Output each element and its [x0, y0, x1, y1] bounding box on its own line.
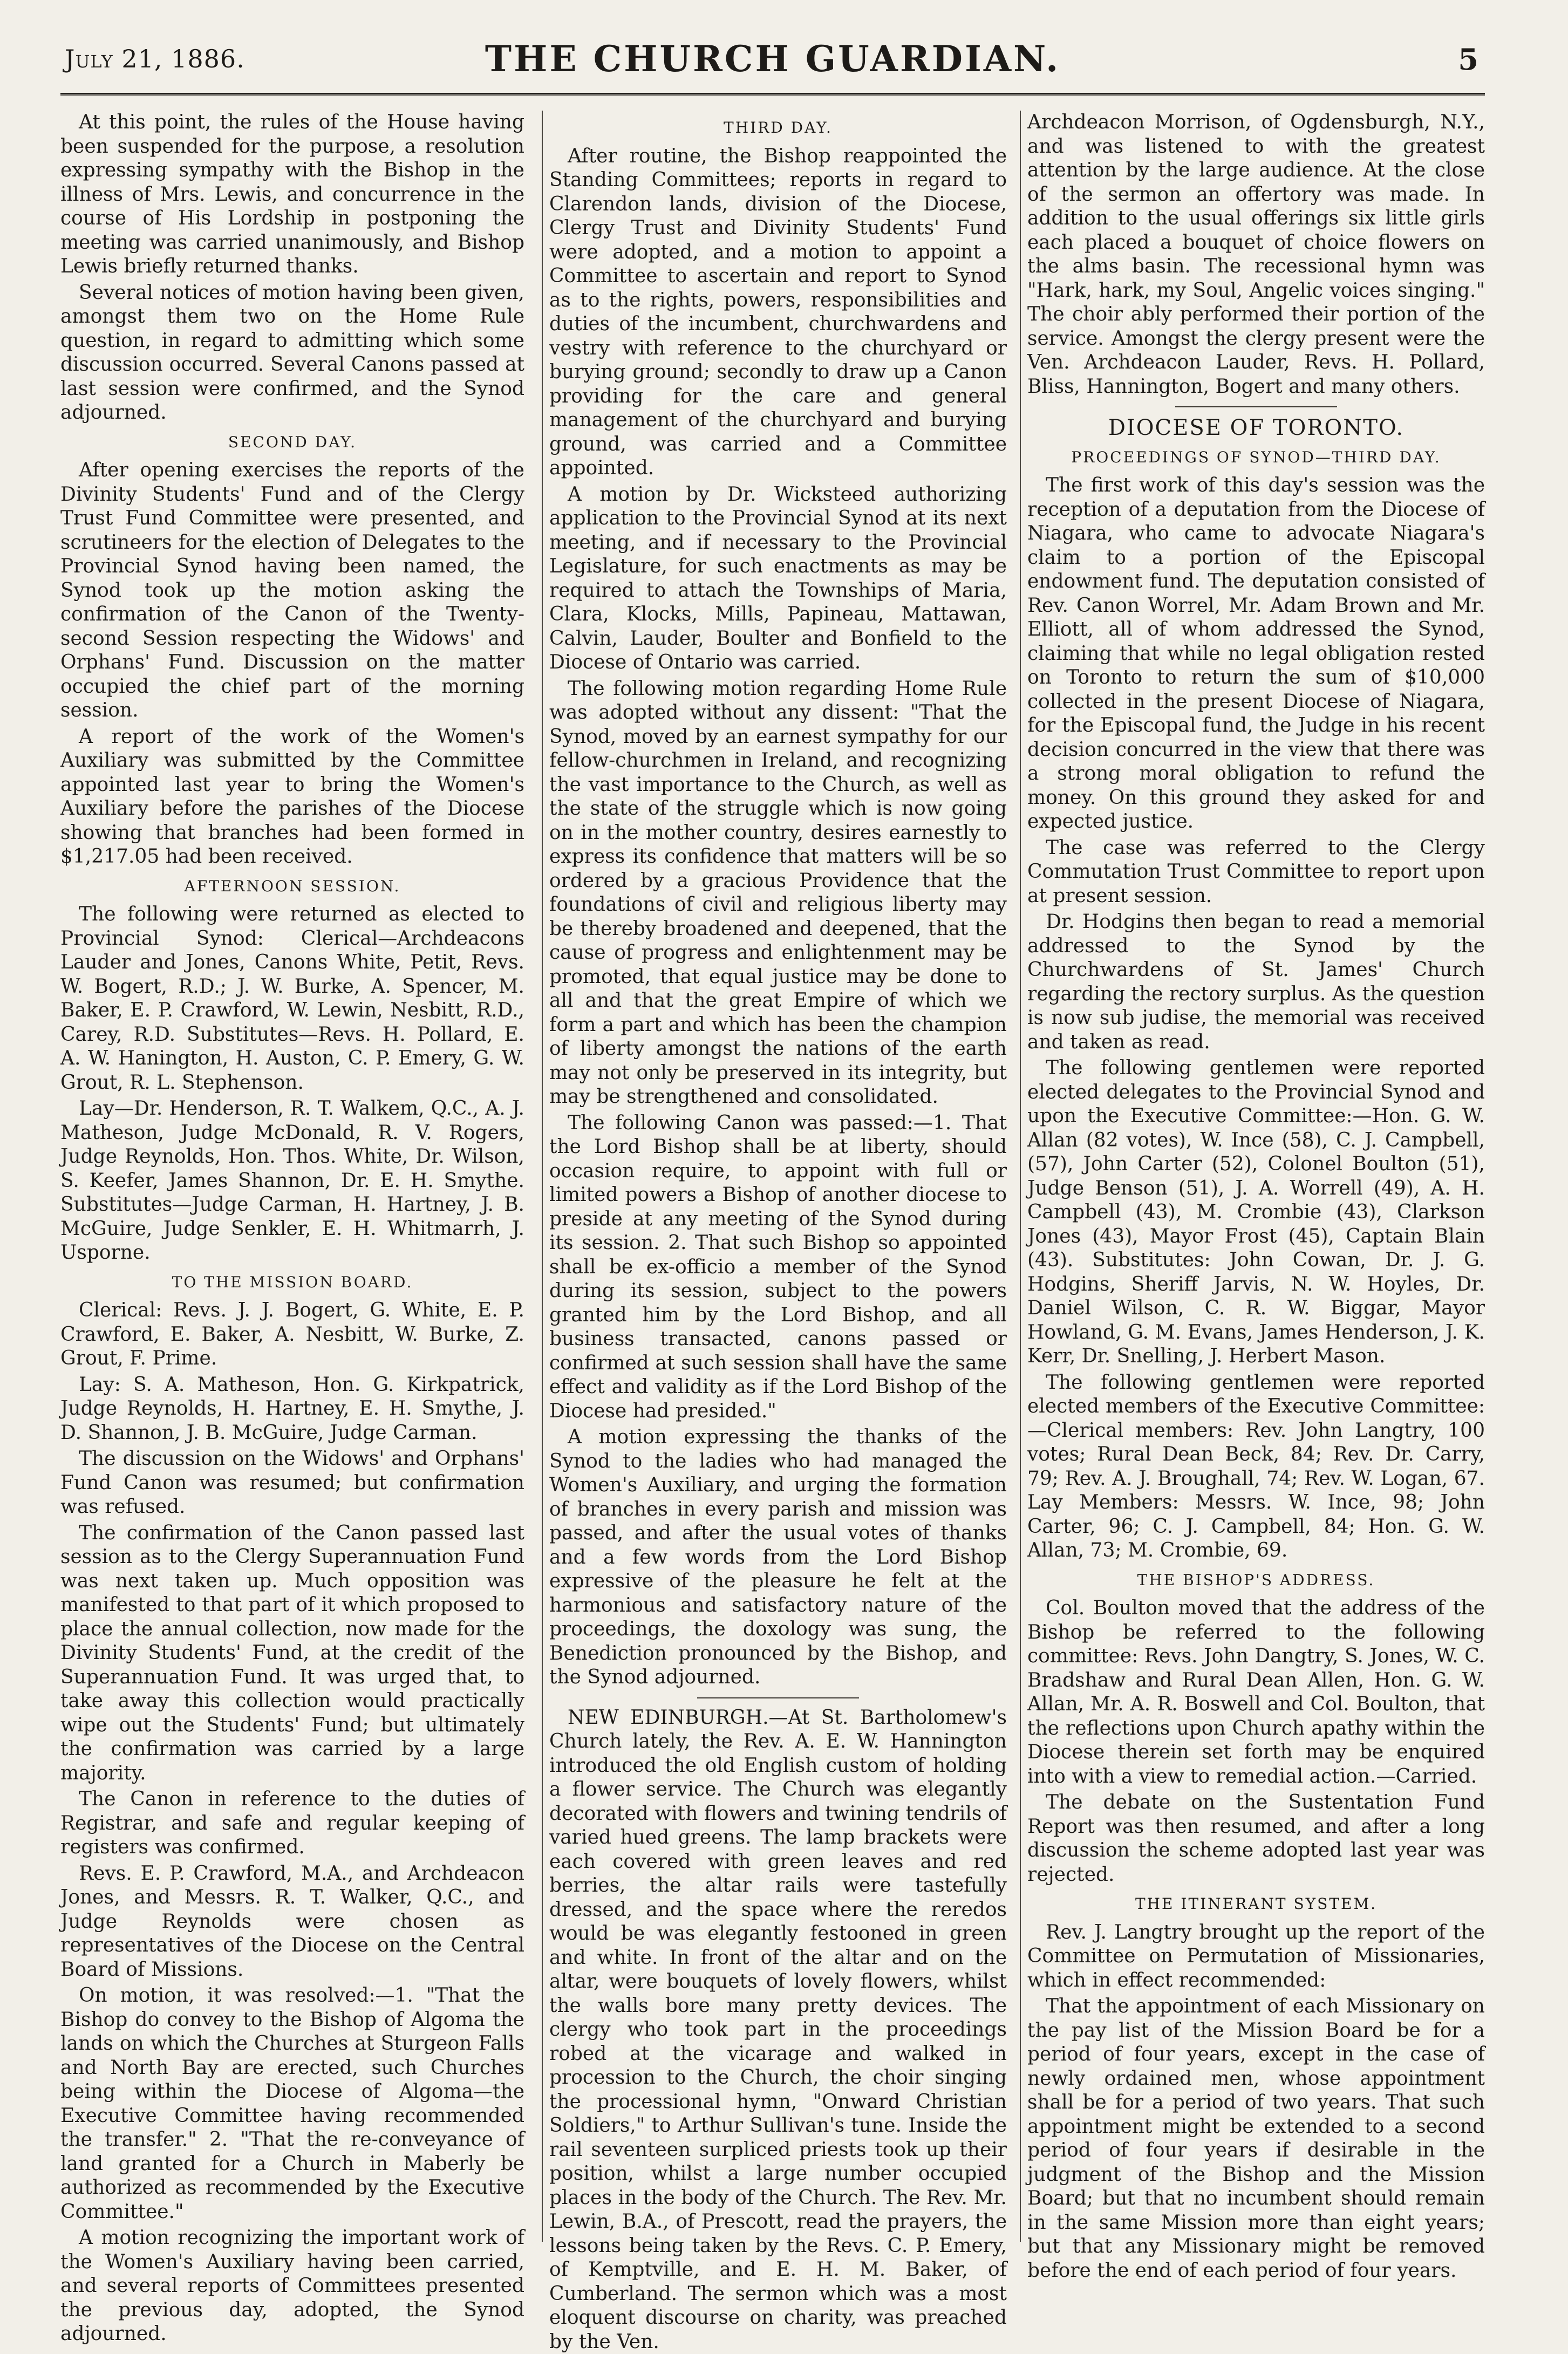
article-paragraph: After routine, the Bishop reappointed the Standing Committees; reports in regard to Clarendon lands, division of the Diocese, Clergy Trust and Divinity Students' Fund were adopted, and a motion to appoint a Committee to ascertain and report to Synod as to the rights, powers, responsibilities and duties of the incumbent, churchwardens and vestry with reference to the churchyard or burying ground; secondly to draw up a Canon providing for the care and general management of the churchyard and burying ground, was carried and a Committee appointed.	[549, 145, 1007, 481]
article-paragraph: The discussion on the Widows' and Orphans' Fund Canon was resumed; but confirmation was refused.	[60, 1447, 524, 1519]
section-heading: SECOND DAY.	[60, 431, 524, 455]
article-paragraph: A motion expressing the thanks of the Synod to the ladies who had managed the Women's Auxiliary, and urging the formation of branches in every parish and mission was passed, and after the usual votes of thanks and a few words from the Lord Bishop expressive of the pleasure he felt at the harmonious and satisfactory nature of the proceedings, the doxology was sung, the Benediction pronounced by the Bishop, and the Synod adjourned.	[549, 1425, 1007, 1690]
article-paragraph: Clerical: Revs. J. J. Bogert, G. White, E. P. Crawford, E. Baker, A. Nesbitt, W. Burke, Z. Grout, F. Prime.	[60, 1299, 524, 1371]
article-paragraph: Archdeacon Morrison, of Ogdensburgh, N.Y., and was listened to with the greatest attention by the large audience. At the close of the sermon an offertory was made. In addition to the usual offerings six little girls each placed a bouquet of choice flowers on the alms basin. The recessional hymn was "Hark, hark, my Soul, Angelic voices singing." The choir ably performed their portion of the service. Amongst the clergy present were the Ven. Archdeacon Lauder, Revs. H. Pollard, Bliss, Hannington, Bogert and many others.	[1027, 111, 1485, 399]
article-paragraph: A motion recognizing the important work of the Women's Auxiliary having been carried, and several reports of Committees presented the previous day, adopted, the Synod adjourned.	[60, 2226, 524, 2346]
article-paragraph: Col. Boulton moved that the address of the Bishop be referred to the following committee: Revs. John Dangtry, S. Jones, W. C. Bradshaw and Rural Dean Allen, Hon. G. W. Allan, Mr. A. R. Boswell and Col. Boulton, that the reflections upon Church apathy within the Diocese therein set forth may be enquired into with a view to remedial action.—Carried.	[1027, 1596, 1485, 1789]
section-heading: THIRD DAY.	[549, 116, 1007, 140]
article-paragraph: Several notices of motion having been given, amongst them two on the Home Rule question, in regard to admitting which some discussion occurred. Several Canons passed at last session were confirmed, and the Synod adjourned.	[60, 281, 524, 425]
article-paragraph: The following motion regarding Home Rule was adopted without any dissent: "That the Synod, moved by an earnest sympathy for our fellow-churchmen in Ireland, and recognizing the vast importance to the Church, as well as the state of the struggle which is now going on in the mother country, desires earnestly to express its confidence that matters will be so ordered by a gracious Providence that the foundations of civil and religious liberty may be thereby broadened and deepened, that the cause of progress and enlightenment may be promoted, that equal justice may be done to all and that the great Empire of which we form a part and which has been the champion of liberty amongst the nations of the earth may not only be preserved in its integrity, but may be strengthened and consolidated.	[549, 677, 1007, 1109]
section-divider	[697, 1697, 859, 1698]
article-paragraph: After opening exercises the reports of the Divinity Students' Fund and of the Clergy Trust Fund Committee were presented, and scrutineers for the election of Delegates to the Provincial Synod having been named, the Synod took up the motion asking the confirmation of the Canon of the Twenty-second Session respecting the Widows' and Orphans' Fund. Discussion on the matter occupied the chief part of the morning session.	[60, 459, 524, 723]
article-paragraph: The following gentlemen were reported elected delegates to the Provincial Synod and upon the Executive Committee:—Hon. G. W. Allan (82 votes), W. Ince (58), C. J. Campbell, (57), John Carter (52), Colonel Boulton (51), Judge Benson (51), J. A. Worrell (49), A. H. Campbell (43), M. Crombie (43), Clarkson Jones (43), Mayor Frost (45), Captain Blain (43). Substitutes: John Cowan, Dr. J. G. Hodgins, Sheriff Jarvis, N. W. Hoyles, Dr. Daniel Wilson, C. R. W. Biggar, Mayor Howland, G. M. Evans, James Henderson, J. K. Kerr, Dr. Snelling, J. Herbert Mason.	[1027, 1056, 1485, 1369]
article-paragraph: Lay: S. A. Matheson, Hon. G. Kirkpatrick, Judge Reynolds, H. Hartney, E. H. Smythe, J. D. Shannon, J. B. McGuire, Judge Carman.	[60, 1373, 524, 1445]
column-1	[60, 111, 524, 2242]
article-paragraph: The Canon in reference to the duties of Registrar, and safe and regular keeping of registers was confirmed.	[60, 1787, 524, 1860]
article-paragraph: Dr. Hodgins then began to read a memorial addressed to the Synod by the Churchwardens of St. James' Church regarding the rectory surplus. As the question is now sub judise, the memorial was received and taken as read.	[1027, 910, 1485, 1054]
section-heading: THE ITINERANT SYSTEM.	[1027, 1892, 1485, 1916]
article-paragraph: NEW EDINBURGH.—At St. Bartholomew's Church lately, the Rev. A. E. W. Hannington introduced the old English custom of holding a flower service. The Church was elegantly decorated with flowers and twining tendrils of varied hued greens. The lamp brackets were each covered with green leaves and red berries, the altar rails were tastefully dressed, and the space where the reredos would be was elegantly festooned in green and white. In front of the altar and on the altar, were bouquets of lovely flowers, whilst the walls bore many pretty devices. The clergy who took part in the proceedings robed at the vicarage and walked in procession to the Church, the choir singing the processional hymn, "Onward Christian Soldiers," to Arthur Sullivan's tune. Inside the rail seventeen surpliced priests took up their position, whilst a large number occupied places in the body of the Church. The Rev. Mr. Lewin, B.A., of Prescott, read the prayers, the lessons being taken by the Revs. C. P. Emery, of Kemptville, and E. H. M. Baker, of Cumberland. The sermon which was a most eloquent discourse on charity, was preached by the Ven.	[549, 1706, 1007, 2354]
article-paragraph: Revs. E. P. Crawford, M.A., and Archdeacon Jones, and Messrs. R. T. Walker, Q.C., and Judge Reynolds were chosen as representatives of the Diocese on the Central Board of Missions.	[60, 1862, 524, 1982]
article-paragraph: The following Canon was passed:—1. That the Lord Bishop shall be at liberty, should occasion require, to appoint with full or limited powers a Bishop of another diocese to preside at any meeting of the Synod during its session. 2. That such Bishop so appointed shall be ex-officio a member of the Synod during its session, subject to the powers granted him by the Lord Bishop, and all business transacted, canons passed or confirmed at such session shall have the same effect and validity as if the Lord Bishop of the Diocese had presided."	[549, 1111, 1007, 1424]
article-paragraph: The following gentlemen were reported elected members of the Executive Committee: —Clerical members: Rev. John Langtry, 100 votes; Rural Dean Beck, 84; Rev. Dr. Carry, 79; Rev. A. J. Broughall, 74; Rev. W. Logan, 67. Lay Members: Messrs. W. Ince, 98; John Carter, 96; C. J. Campbell, 84; Hon. G. W. Allan, 73; M. Crombie, 69.	[1027, 1371, 1485, 1563]
column-2	[542, 111, 1007, 2242]
article-paragraph: The case was referred to the Clergy Commutation Trust Committee to report upon at present session.	[1027, 836, 1485, 909]
article-paragraph: That the appointment of each Missionary on the pay list of the Mission Board be for a period of four years, except in the case of newly ordained men, whose appointment shall be for a period of two years. That such appointment might be extended to a second period of four years if desirable in the judgment of the Bishop and the Mission Board; but that no incumbent should remain in the same Mission more than eight years; but that any Missionary might be removed before the end of each period of four years.	[1027, 1995, 1485, 2283]
article-paragraph: On motion, it was resolved:—1. "That the Bishop do convey to the Bishop of Algoma the lands on which the Churches at Sturgeon Falls and North Bay are erected, such Churches being within the Diocese of Algoma—the Executive Committee having recommended the transfer." 2. "That the re-conveyance of land granted for a Church in Maberly be authorized as recommended by the Executive Committee."	[60, 1984, 524, 2224]
article-paragraph: The debate on the Sustentation Fund Report was then resumed, and after a long discussion the scheme adopted last year was rejected.	[1027, 1791, 1485, 1887]
article-paragraph: A report of the work of the Women's Auxiliary was submitted by the Committee appointed last year to bring the Women's Auxiliary before the parishes of the Diocese showing that branches had been formed in $1,217.05 had been received.	[60, 725, 524, 869]
article-paragraph: Rev. J. Langtry brought up the report of the Committee on Permutation of Missionaries, which in effect recommended:	[1027, 1921, 1485, 1993]
section-heading: THE BISHOP'S ADDRESS.	[1027, 1568, 1485, 1593]
section-heading: PROCEEDINGS OF SYNOD—THIRD DAY.	[1027, 446, 1485, 470]
issue-date: July 21, 1886.	[65, 44, 245, 73]
article-paragraph: A motion by Dr. Wicksteed authorizing application to the Provincial Synod at its next meeting, and if necessary to the Provincial Legislature, for such enactments as may be required to attach the Townships of Maria, Clara, Klocks, Mills, Papineau, Mattawan, Calvin, Lauder, Boulter and Bonfield to the Diocese of Ontario was carried.	[549, 483, 1007, 675]
page-number: 5	[1458, 42, 1478, 77]
section-heading: TO THE MISSION BOARD.	[60, 1271, 524, 1295]
article-paragraph: The first work of this day's session was the reception of a deputation from the Diocese of Niagara, who came to advocate Niagara's claim to a portion of the Episcopal endowment fund. The deputation consisted of Rev. Canon Worrel, Mr. Adam Brown and Mr. Elliott, all of whom addressed the Synod, claiming that while no legal obligation rested on Toronto to return the sum of $10,000 collected in the present Diocese of Niagara, for the Episcopal fund, the Judge in his recent decision concurred in the view that there was a strong moral obligation to refund the money. On this ground they asked for and expected justice.	[1027, 474, 1485, 834]
article-paragraph: At this point, the rules of the House having been suspended for the purpose, a resolution expressing sympathy with the Bishop in the illness of Mrs. Lewis, and concurrence in the course of His Lordship in postponing the meeting was carried unanimously, and Bishop Lewis briefly returned thanks.	[60, 111, 524, 279]
masthead	[60, 33, 1485, 95]
article-paragraph: The following were returned as elected to Provincial Synod: Clerical—Archdeacons Lauder and Jones, Canons White, Petit, Revs. W. Bogert, R.D.; J. W. Burke, A. Spencer, M. Baker, E. P. Crawford, W. Lewin, Nesbitt, R.D., Carey, R.D. Substitutes—Revs. H. Pollard, E. A. W. Hanington, H. Auston, C. P. Emery, G. W. Grout, R. L. Stephenson.	[60, 903, 524, 1095]
article-paragraph: Lay—Dr. Henderson, R. T. Walkem, Q.C., A. J. Matheson, Judge McDonald, R. V. Rogers, Judge Reynolds, Hon. Thos. White, Dr. Wilson, S. Keefer, James Shannon, Dr. E. H. Smythe. Substitutes—Judge Carman, H. Hartney, J. B. McGuire, Judge Senkler, E. H. Whitmarrh, J. Usporne.	[60, 1097, 524, 1265]
section-heading: AFTERNOON SESSION.	[60, 875, 524, 899]
section-divider	[1175, 406, 1337, 407]
section-heading: DIOCESE OF TORONTO.	[1027, 416, 1485, 440]
newspaper-title: THE CHURCH GUARDIAN.	[60, 38, 1485, 80]
article-paragraph: The confirmation of the Canon passed last session as to the Clergy Superannuation Fund was next taken up. Much opposition was manifested to that part of it which proposed to place the annual collection, now made for the Divinity Students' Fund, at the credit of the Superannuation Fund. It was urged that, to take away this collection would practically wipe out the Students' Fund; but ultimately the confirmation was carried by a large majority.	[60, 1521, 524, 1786]
column-3	[1020, 111, 1485, 2242]
